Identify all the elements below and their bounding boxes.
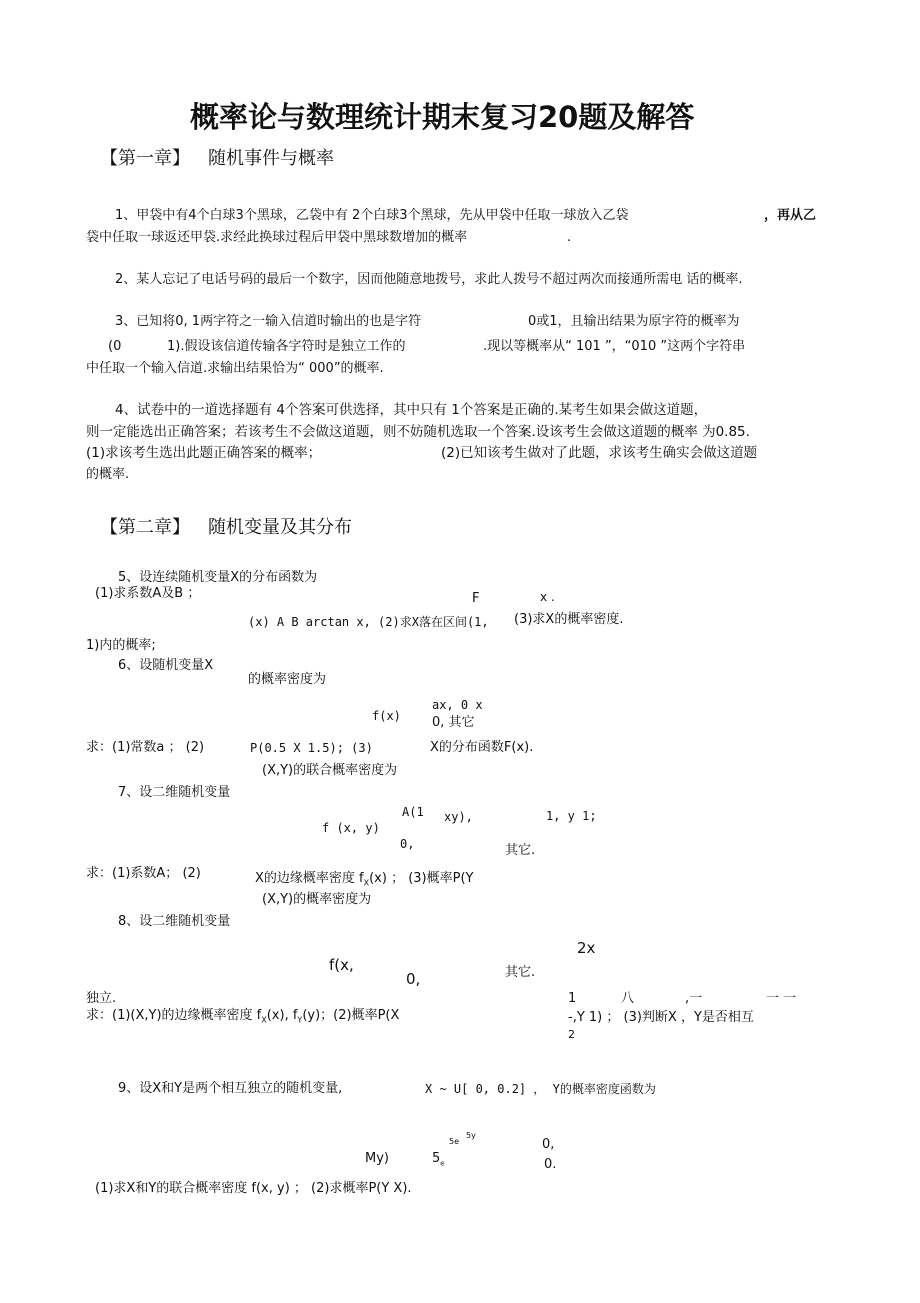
q5-line4: 1)内的概率; [86,638,156,653]
q3-line2a: (0 [108,339,122,354]
q7-zero: 0, [400,837,415,851]
q9-line1: 9、设X和Y是两个相互独立的随机变量, [118,1081,343,1096]
q6-line2: 的概率密度为 [248,672,327,687]
q5-line1: 5、设连续随机变量X的分布函数为 [118,570,318,585]
q8-fx: f(x, [329,956,354,974]
q7-cond: 1, y 1; [546,809,597,823]
q9-five: $5_e$ [432,1151,445,1168]
q1-line1: 1、甲袋中有4个白球3个黑球，乙袋中有 2个白球3个黑球，先从甲袋中任取一球放入乙袋 [115,208,629,223]
q7-other: 其它. [505,843,536,858]
q6-dist: X的分布函数F(x). [430,740,534,755]
q3-line2b: 1).假设该信道传输各字符时是独立工作的 [167,339,406,354]
q8-cut-fragment: 2 [568,1028,575,1041]
q5-formula: (x) A B arctan x, (2)求X落在区间(1, [248,615,489,629]
q6-ask: 求：(1)常数a ； (2) [86,740,205,755]
q3-line1a: 3、已知将0, 1两字符之一输入信道时输出的也是字符 [115,314,422,329]
q3-line2c: .现以等概率从“ 101 ”，“010 ”这两个字符串 [483,339,746,354]
q9-ask: (1)求X和Y的联合概率密度 f(x, y) ； (2)求概率P(Y X). [95,1181,412,1196]
q9-zero-b: 0. [544,1157,557,1172]
q8-joint: (X,Y)的概率密度为 [262,892,372,907]
q7-xy: xy), [444,810,473,824]
q8-indep: 独立. [86,991,117,1006]
q8-other: 其它. [505,965,536,980]
chapter-2-name: 随机变量及其分布 [208,517,352,538]
q3-line1b: 0或1，且输出结果为原字符的概率为 [528,314,740,329]
q4-line2: 则一定能选出正确答案；若该考生不会做这道题，则不妨随机选取一个答案.设该考生会做这道题的概率 为0.85. [86,424,750,440]
q6-line1: 6、设随机变量X [118,658,214,673]
q8-2x: 2x [577,939,596,957]
q9-uniform: X ~ U[ 0, 0.2] ， Y的概率密度函数为 [425,1082,656,1096]
q6-fx: f(x) [372,709,401,723]
q9-My: My) [365,1151,389,1166]
q6-piece-b: 0, 其它 [432,715,475,730]
q8-frag1: 1 [568,991,577,1006]
q5-F: F [472,591,480,606]
q4-line1: 4、试卷中的一道选择题有 4个答案可供选择，其中只有 1个答案是正确的.某考生如果会做这道题， [115,402,708,418]
q5-x: x . [540,590,555,604]
chapter-1-bracket: 【第一章】 [100,148,190,169]
q8-frag4: 一 一 [766,991,797,1006]
q8-frag3: ,一 [685,991,703,1006]
q4-line3b: (2)已知该考生做对了此题，求该考生确实会做这道题 [441,445,758,461]
q9-sup-5e: 5e [449,1137,460,1146]
q9-sup-5y: 5y [466,1131,476,1140]
page-title: 概率论与数理统计期末复习20题及解答 [190,100,695,134]
q7-joint: (X,Y)的联合概率密度为 [262,763,398,778]
q4-line4: 的概率. [86,467,130,482]
q3-line3: 中任取一个输入信道.求输出结果恰为“ 000”的概率. [86,361,384,376]
q5-line2: (1)求系数A及B ； [95,586,201,601]
q7-line1: 7、设二维随机变量 [118,785,231,800]
q9-zero-a: 0, [542,1137,555,1152]
chapter-2-bracket: 【第二章】 [100,517,190,538]
q1-line1-end: ，再从乙 [764,208,817,223]
q4-line3a: (1)求该考生选出此题正确答案的概率； [86,445,322,461]
q8-line1: 8、设二维随机变量 [118,914,231,929]
q8-zero: 0, [406,970,421,988]
q6-piece-a: ax, 0 x [432,698,483,712]
q6-prob: P(0.5 X 1.5); (3) [250,741,373,755]
q8-part3: -,Y 1) ； (3)判断X ，Y是否相互 [568,1010,754,1025]
q8-ask: 求：(1)(X,Y)的边缘概率密度 $f_X(x)$, $f_Y(y)$；(2)概率P(X [86,1008,400,1025]
q7-fxy: f (x, y) [322,821,380,835]
q7-A: A(1 [402,805,424,819]
q5-part3: (3)求X的概率密度. [514,612,624,627]
q2-line1: 2、某人忘记了电话号码的最后一个数字，因而他随意地拨号，求此人拨号不超过两次而接通所需电 话的概率. [115,272,743,287]
q7-marginal: X的边缘概率密度 $f_X(x)$ ； (3)概率P(Y [255,871,474,888]
q7-ask: 求：(1)系数A； (2) [86,866,201,881]
chapter-1-name: 随机事件与概率 [208,148,334,169]
q1-line2-end: . [567,230,572,245]
q1-line2: 袋中任取一球返还甲袋.求经此换球过程后甲袋中黑球数增加的概率 [86,230,468,245]
q8-frag2: 八 [621,991,635,1006]
